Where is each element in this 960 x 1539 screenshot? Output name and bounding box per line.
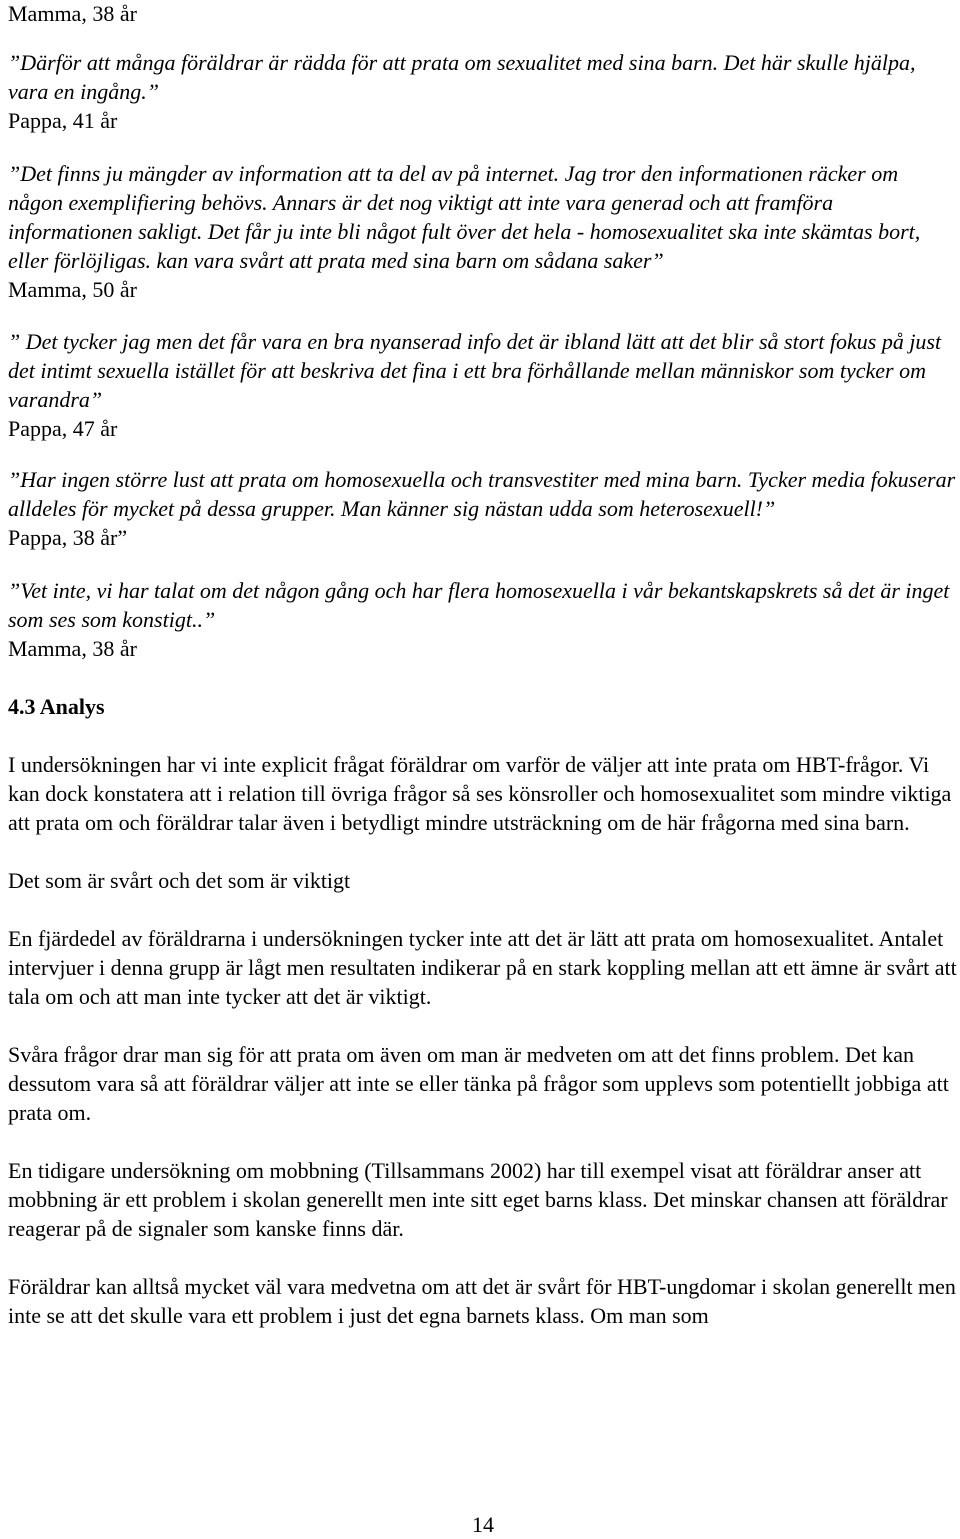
- document-page: [8, 0, 958, 1330]
- body-paragraph: En tidigare undersökning om mobbning (Tillsammans 2002) har till exempel visat att föräldrar anser att mobbning är ett problem i skolan generellt men inte sitt eget barns klass. Det minskar chansen att föräldrar reagerar på de signaler som kanske finns där.: [8, 1158, 948, 1241]
- parent-quote: ”Därför att många föräldrar är rädda för att prata om sexualitet med sina barn. Det här skulle hjälpa, vara en ingång.”: [8, 50, 916, 104]
- section-heading: 4.3 Analys: [8, 694, 105, 719]
- page-number: 14: [472, 1512, 494, 1537]
- body-paragraph: Svåra frågor drar man sig för att prata om även om man är medveten om att det finns problem. Det kan dessutom vara så att föräldrar väljer att inte se eller tänka på frågor som upplevs som potentiellt jobbiga att prata om.: [8, 1042, 949, 1125]
- body-paragraph: Föräldrar kan alltså mycket väl vara medvetna om att det är svårt för HBT-ungdomar i skolan generellt men inte se att det skulle vara ett problem i just det egna barnets klass. Om man som: [8, 1274, 956, 1328]
- parent-quote: ”Vet inte, vi har talat om det någon gång och har flera homosexuella i vår bekantskapskrets så det är inget som ses som konstigt..”: [8, 578, 950, 632]
- parent-quote: ” Det tycker jag men det får vara en bra nyanserad info det är ibland lätt att det blir så stort fokus på just det intimt sexuella istället för att beskriva det fina i ett bra förhållande mellan människor som tycker om varandra”: [8, 329, 942, 412]
- parent-quote: ”Det finns ju mängder av information att ta del av på internet. Jag tror den informationen räcker om någon exemplifiering behövs. Annars är det nog viktigt att inte vara generad och att framföra informationen sakligt. Det får ju inte bli något fult över det hela - homosexualitet ska inte skämtas bort, eller förlöjligas. kan vara svårt att prata med sina barn om sådana saker”: [8, 161, 921, 273]
- quote-attribution: Pappa, 38 år”: [8, 525, 128, 550]
- parent-quote: ”Har ingen större lust att prata om homosexuella och transvestiter med mina barn. Tycker media fokuserar alldeles för mycket på dessa grupper. Man känner sig nästan udda som heterosexuell!”: [8, 467, 956, 521]
- quote-attribution: Pappa, 41 år: [8, 108, 118, 133]
- subsection-heading: Det som är svårt och det som är viktigt: [8, 868, 351, 893]
- intro-paragraph: I undersökningen har vi inte explicit frågat föräldrar om varför de väljer att inte prata om HBT-frågor. Vi kan dock konstatera att i relation till övriga frågor så ses könsroller och homosexualitet som mindre viktiga att prata om och föräldrar talar även i betydligt mindre utsträckning om de här frågorna med sina barn.: [8, 752, 952, 835]
- quote-attribution: Pappa, 47 år: [8, 416, 118, 441]
- quote-attribution: Mamma, 38 år: [8, 636, 137, 661]
- body-paragraph: En fjärdedel av föräldrarna i undersökningen tycker inte att det är lätt att prata om homosexualitet. Antalet intervjuer i denna grupp är lågt men resultaten indikerar på en stark koppling mellan att ett ämne är svårt att tala om och att man inte tycker att det är viktigt.: [8, 926, 957, 1009]
- quote-attribution: Mamma, 50 år: [8, 277, 137, 302]
- quote-attribution: Mamma, 38 år: [8, 1, 137, 26]
